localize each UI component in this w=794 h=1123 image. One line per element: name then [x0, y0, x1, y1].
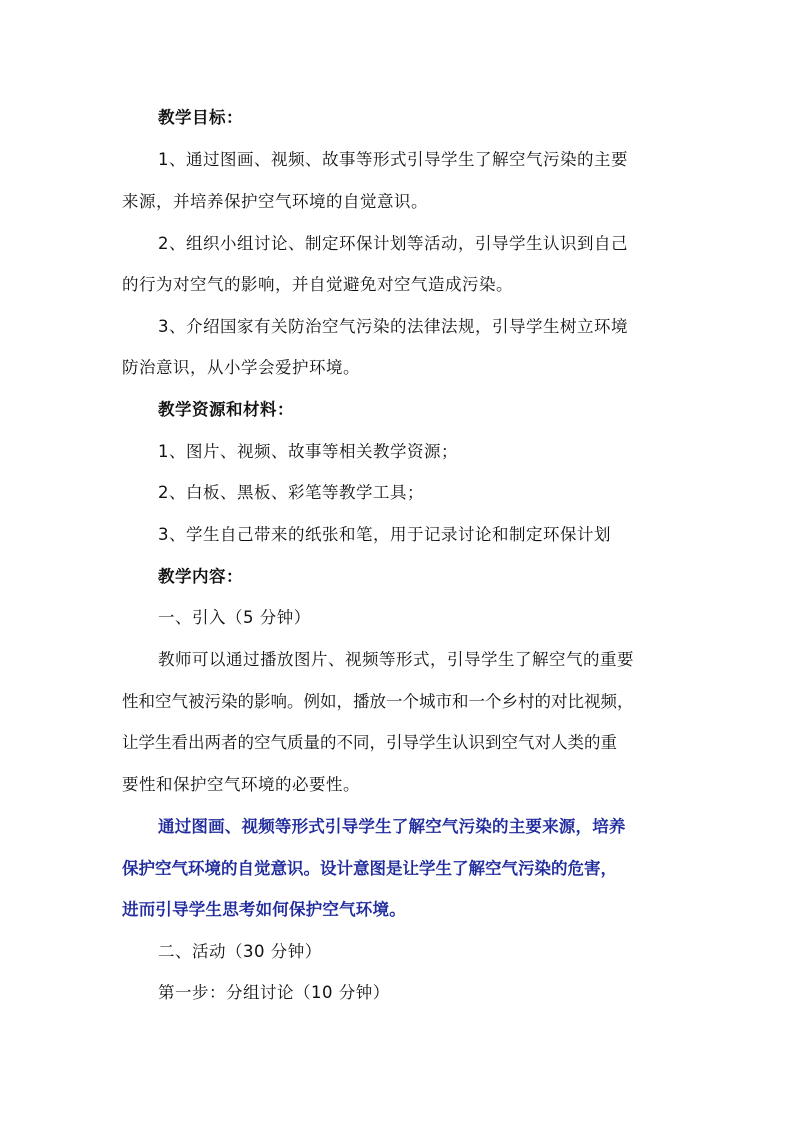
activity-step-1: 第一步：分组讨论（10 分钟） — [158, 983, 390, 1002]
heading-content: 教学内容： — [158, 567, 243, 586]
intro-paragraph-line-3: 让学生看出两者的空气质量的不同，引导学生认识到空气对人类的重 — [122, 733, 617, 752]
design-intent-line-3: 进而引导学生思考如何保护空气环境。 — [122, 900, 406, 919]
intro-paragraph-line-1: 教师可以通过播放图片、视频等形式，引导学生了解空气的重要 — [158, 650, 634, 669]
heading-teaching-goals: 教学目标： — [158, 108, 243, 127]
goal-3-line-1: 3、介绍国家有关防治空气污染的法律法规，引导学生树立环境 — [158, 317, 628, 336]
goal-3-line-2: 防治意识，从小学会爱护环境。 — [122, 358, 360, 377]
design-intent-line-2: 保护空气环境的自觉意识。设计意图是让学生了解空气污染的危害， — [122, 859, 617, 878]
resource-3: 3、学生自己带来的纸张和笔，用于记录讨论和制定环保计划 — [158, 525, 611, 544]
goal-1-line-1: 1、通过图画、视频、故事等形式引导学生了解空气污染的主要 — [158, 150, 628, 169]
heading-resources: 教学资源和材料： — [158, 400, 294, 419]
goal-1-line-2: 来源，并培养保护空气环境的自觉意识。 — [122, 192, 428, 211]
section-activity-title: 二、活动（30 分钟） — [158, 942, 322, 961]
design-intent-line-1: 通过图画、视频等形式引导学生了解空气污染的主要来源，培养 — [158, 817, 626, 836]
goal-2-line-2: 的行为对空气的影响，并自觉避免对空气造成污染。 — [122, 275, 513, 294]
intro-paragraph-line-2: 性和空气被污染的影响。例如，播放一个城市和一个乡村的对比视频， — [122, 692, 634, 711]
resource-2: 2、白板、黑板、彩笔等教学工具； — [158, 483, 424, 502]
resource-1: 1、图片、视频、故事等相关教学资源； — [158, 442, 458, 461]
goal-2-line-1: 2、组织小组讨论、制定环保计划等活动，引导学生认识到自己 — [158, 234, 628, 253]
intro-paragraph-line-4: 要性和保护空气环境的必要性。 — [122, 775, 360, 794]
section-intro-title: 一、引入（5 分钟） — [158, 608, 311, 627]
